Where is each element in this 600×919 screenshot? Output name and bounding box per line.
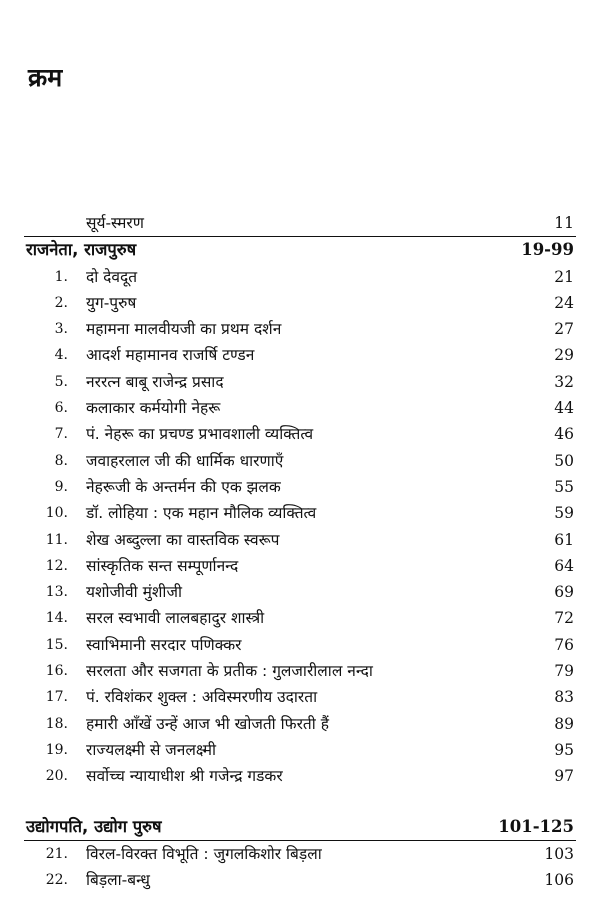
table-of-contents [0,210,600,893]
toc-entry [0,841,600,867]
toc-entry-title: सरल स्वभावी लालबहादुर शास्त्री [86,609,265,628]
toc-entry-page: 97 [554,767,574,786]
toc-entry-title: हमारी आँखें उन्हें आज भी खोजती फिरती हैं [86,714,329,733]
toc-entry [0,711,600,737]
section-title: राजनेता, राजपुरुष [26,240,137,260]
toc-entry-page: 64 [554,556,574,575]
toc-entry-number: 19. [45,741,68,758]
toc-entry-title: यशोजीवी मुंशीजी [86,583,182,602]
toc-entry-title: नररत्न बाबू राजेन्द्र प्रसाद [86,372,224,391]
section-pages: 19-99 [521,240,574,260]
toc-entry-number: 7. [54,426,68,443]
toc-entry-page: 24 [554,293,574,312]
toc-entry-title: पं. रविशंकर शुक्ल : अविस्मरणीय उदारता [86,688,318,707]
toc-entry-title: सरलता और सजगता के प्रतीक : गुलजारीलाल नन्दा [86,662,373,681]
toc-entry-number: 9. [54,478,68,495]
toc-entry-page: 59 [554,504,574,523]
toc-entry-number: 6. [54,400,68,417]
toc-entry-number: 15. [45,636,68,653]
toc-entry-page: 61 [554,530,574,549]
toc-entry-number: 2. [54,294,68,311]
toc-entry [0,500,600,526]
section-heading [0,237,600,263]
toc-entry-page: 76 [554,635,574,654]
toc-entry-number: 4. [54,347,68,364]
toc-entry-page: 83 [554,688,574,707]
toc-entry-number: 5. [54,373,68,390]
toc-entry-page: 106 [544,871,574,890]
toc-entry-page: 44 [554,399,574,418]
toc-entry-title: जवाहरलाल जी की धार्मिक धारणाएँ [86,451,284,470]
toc-entry-title: आदर्श महामानव राजर्षि टण्डन [86,346,255,365]
toc-entry [0,553,600,579]
toc-entry-number: 13. [45,584,68,601]
section-gap [0,790,600,814]
toc-entry [0,527,600,553]
toc-entry-page: 11 [554,214,574,232]
toc-entry-title: शेख अब्दुल्ला का वास्तविक स्वरूप [86,530,280,549]
toc-entry [0,421,600,447]
toc-entry-page: 21 [554,267,574,286]
toc-entry [0,658,600,684]
toc-entry-number: 14. [45,610,68,627]
toc-entry-title: युग-पुरुष [86,293,137,312]
toc-entry-number: 22. [45,872,68,889]
toc-entry [0,316,600,342]
toc-entry-number: 8. [54,452,68,469]
toc-entry [0,763,600,789]
toc-entry-title: सूर्य-स्मरण [86,214,144,232]
toc-entry-title: बिड़ला-बन्धु [86,871,150,890]
toc-entry [0,684,600,710]
toc-entry-number: 20. [45,768,68,785]
toc-entry-page: 72 [554,609,574,628]
toc-entry-page: 79 [554,662,574,681]
toc-entry-number: 1. [54,268,68,285]
toc-entry-number: 18. [45,715,68,732]
toc-entry-page: 27 [554,320,574,339]
toc-entry-number: 11. [45,531,68,548]
toc-entry-title: पं. नेहरू का प्रचण्ड प्रभावशाली व्यक्तित्व [86,425,314,444]
toc-entry-page: 55 [554,477,574,496]
toc-entry [0,264,600,290]
section-pages: 101-125 [498,816,574,836]
section-heading [0,814,600,840]
toc-entry-title: कलाकार कर्मयोगी नेहरू [86,399,221,418]
toc-entry [0,448,600,474]
toc-entry-number: 17. [45,689,68,706]
toc-entry-title: महामना मालवीयजी का प्रथम दर्शन [86,320,282,339]
toc-entry [0,290,600,316]
toc-entry-title: स्वाभिमानी सरदार पणिक्कर [86,635,242,654]
toc-entry [0,737,600,763]
toc-entry-title: विरल-विरक्त विभूति : जुगलकिशोर बिड़ला [86,844,322,863]
toc-entry-title: सर्वोच्च न्यायाधीश श्री गजेन्द्र गडकर [86,767,283,786]
toc-entry-page: 50 [554,451,574,470]
toc-entry-page: 46 [554,425,574,444]
toc-entry-title: सांस्कृतिक सन्त सम्पूर्णानन्द [86,556,239,575]
toc-intro-row [0,210,600,236]
toc-entry-page: 89 [554,714,574,733]
toc-entry-number: 16. [45,663,68,680]
toc-entry-title: नेहरूजी के अन्तर्मन की एक झलक [86,477,281,496]
toc-entry [0,369,600,395]
toc-entry-number: 12. [45,557,68,574]
toc-entry [0,632,600,658]
toc-entry-title: दो देवदूत [86,267,138,286]
toc-entry-page: 103 [544,844,574,863]
toc-entry-title: राज्यलक्ष्मी से जनलक्ष्मी [86,740,217,759]
toc-entry [0,342,600,368]
toc-entry-page: 32 [554,372,574,391]
toc-entry [0,867,600,893]
toc-entry-number: 3. [54,321,68,338]
toc-entry [0,395,600,421]
toc-entry-page: 29 [554,346,574,365]
toc-entry-number: 21. [45,845,68,862]
toc-entry [0,579,600,605]
toc-entry-number: 10. [45,505,68,522]
toc-entry [0,605,600,631]
toc-entry [0,474,600,500]
section-title: उद्योगपति, उद्योग पुरुष [26,816,162,836]
toc-entry-page: 95 [554,740,574,759]
toc-entry-title: डॉ. लोहिया : एक महान मौलिक व्यक्तित्व [86,504,317,523]
toc-entry-page: 69 [554,583,574,602]
page-title: क्रम [28,63,63,92]
